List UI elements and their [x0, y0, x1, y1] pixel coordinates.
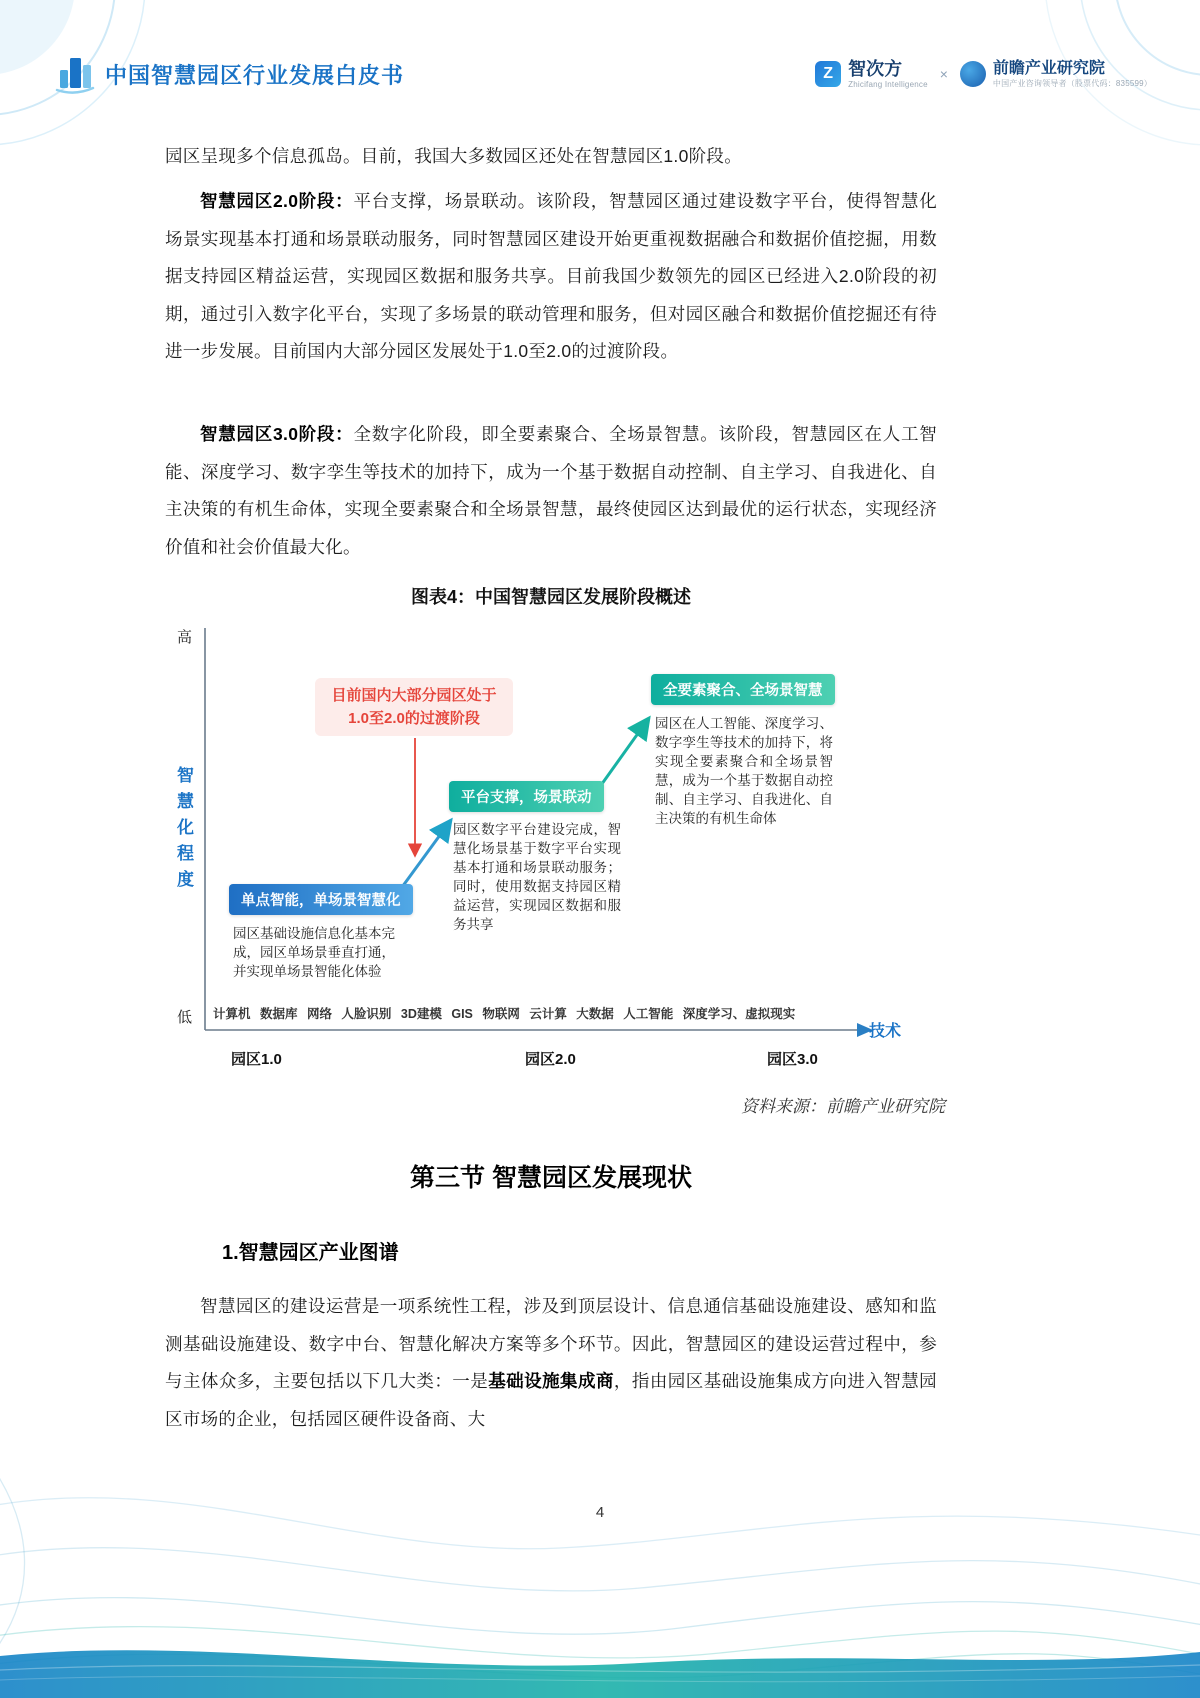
document-title: 中国智慧园区行业发展白皮书 [105, 62, 405, 88]
stage2-axis-label: 园区2.0 [525, 1051, 576, 1068]
header-brand-right [815, 59, 1152, 89]
stage3-description: 园区在人工智能、深度学习、数字孪生等技术的加持下，将实现全要素聚合和全场景智慧，成为一个基于数据自动控制、自主学习、自我进化、自主决策的有机生命体 [655, 716, 833, 826]
paragraph-industry-map [165, 1288, 937, 1438]
stage3-badge: 全要素聚合、全场景智慧 [651, 674, 835, 705]
stage1-badge: 单点智能，单场景智慧化 [229, 884, 413, 915]
y-axis-low-label: 低 [177, 1009, 193, 1026]
stage2-badge: 平台支撑，场景联动 [449, 781, 604, 812]
qianzhan-logo-icon [960, 61, 986, 87]
paragraph-stage-2 [165, 183, 937, 371]
stage3-axis-label: 园区3.0 [767, 1051, 818, 1068]
header-brand-left [55, 54, 404, 94]
paragraph-bold-term: 基础设施集成商 [488, 1371, 614, 1391]
zhicifang-brand-subtext: Zhicifang Intelligence [848, 79, 928, 89]
paragraph-text: 平台支撑，场景联动。该阶段，智慧园区通过建设数字平台，使得智慧化场景实现基本打通和场景联动服务，同时智慧园区建设开始更重视数据融合和数据价值挖掘，用数据支持园区精益运营，实现园区数据和服务共享。目前我国少数领先的园区已经进入2.0阶段的初期，通过引入数字化平台，实现了多场景的联动管理和服务，但对园区融合和数据价值挖掘还有待进一步发展。目前国内大部分园区发展处于1.0至2.0的过渡阶段。 [165, 191, 937, 361]
qianzhan-brand [960, 60, 1152, 88]
paragraph-bold-lead: 智慧园区3.0阶段： [200, 424, 354, 444]
paragraph-text: 智慧园区的建设运营是一项系统性工程，涉及到顶层设计、信息通信基础设施建设、感知和监测基础设施建设、数字中台、智慧化解决方案等多个环节。因此，智慧园区的建设运营过程中，参与主体众多，主要包括以下几大类：一是 [165, 1296, 937, 1391]
bottom-wave-decoration [0, 1428, 1200, 1698]
x-axis-technology-labels: 计算机 数据库 网络 人脸识别 3D建模 GIS 物联网 云计算 大数据 人工智能 深度学习、虚拟现实 [213, 1007, 796, 1021]
paragraph-text: ，指由园区基础设施集成方向进入智慧园区市场的企业，包括园区硬件设备商、大 [165, 1371, 937, 1429]
section-heading: 第三节 智慧园区发展现状 [410, 1164, 692, 1192]
zhicifang-logo-icon: Z [815, 61, 841, 87]
stage1-description: 园区基础设施信息化基本完成，园区单场景垂直打通，并实现单场景智能化体验 [233, 926, 395, 979]
stage2-description: 园区数字平台建设完成，智慧化场景基于数字平台实现基本打通和场景联动服务；同时，使用数据支持园区精益运营，实现园区数据和服务共享 [453, 822, 621, 932]
y-axis-title: 智慧化程度 [174, 766, 193, 896]
subsection-heading: 1.智慧园区产业图谱 [222, 1242, 399, 1264]
header [55, 50, 1152, 98]
figure-callout-transition-note: 目前国内大部分园区处于1.0至2.0的过渡阶段 [315, 678, 513, 736]
figure-stage-diagram [165, 618, 965, 1080]
brand-separator: × [939, 66, 948, 82]
figure-source: 资料来源：前瞻产业研究院 [741, 1097, 945, 1116]
x-axis-title: 技术 [869, 1023, 902, 1040]
page-number: 4 [595, 1504, 605, 1521]
paragraph-text: 全数字化阶段，即全要素聚合、全场景智慧。该阶段，智慧园区在人工智能、深度学习、数字孪生等技术的加持下，成为一个基于数据自动控制、自主学习、自我进化、自主决策的有机生命体，实现全要素聚合和全场景智慧，最终使园区达到最优的运行状态，实现经济价值和社会价值最大化。 [165, 424, 937, 557]
qianzhan-brand-name: 前瞻产业研究院 [992, 60, 1105, 78]
paragraph-bold-lead: 智慧园区2.0阶段： [200, 191, 354, 211]
qianzhan-brand-subtext: 中国产业咨询领导者（股票代码：835599） [992, 78, 1152, 88]
zhicifang-brand-name: 智次方 [848, 59, 903, 80]
paragraph-stage-3 [165, 416, 937, 566]
whitepaper-logo-icon [55, 54, 95, 94]
figure-title: 图表4：中国智慧园区发展阶段概述 [410, 587, 691, 607]
paragraph-continuation: 园区呈现多个信息孤岛。目前，我国大多数园区还处在智慧园区1.0阶段。 [165, 146, 743, 166]
y-axis-high-label: 高 [177, 629, 193, 646]
zhicifang-brand [815, 59, 928, 89]
stage1-axis-label: 园区1.0 [231, 1051, 282, 1068]
